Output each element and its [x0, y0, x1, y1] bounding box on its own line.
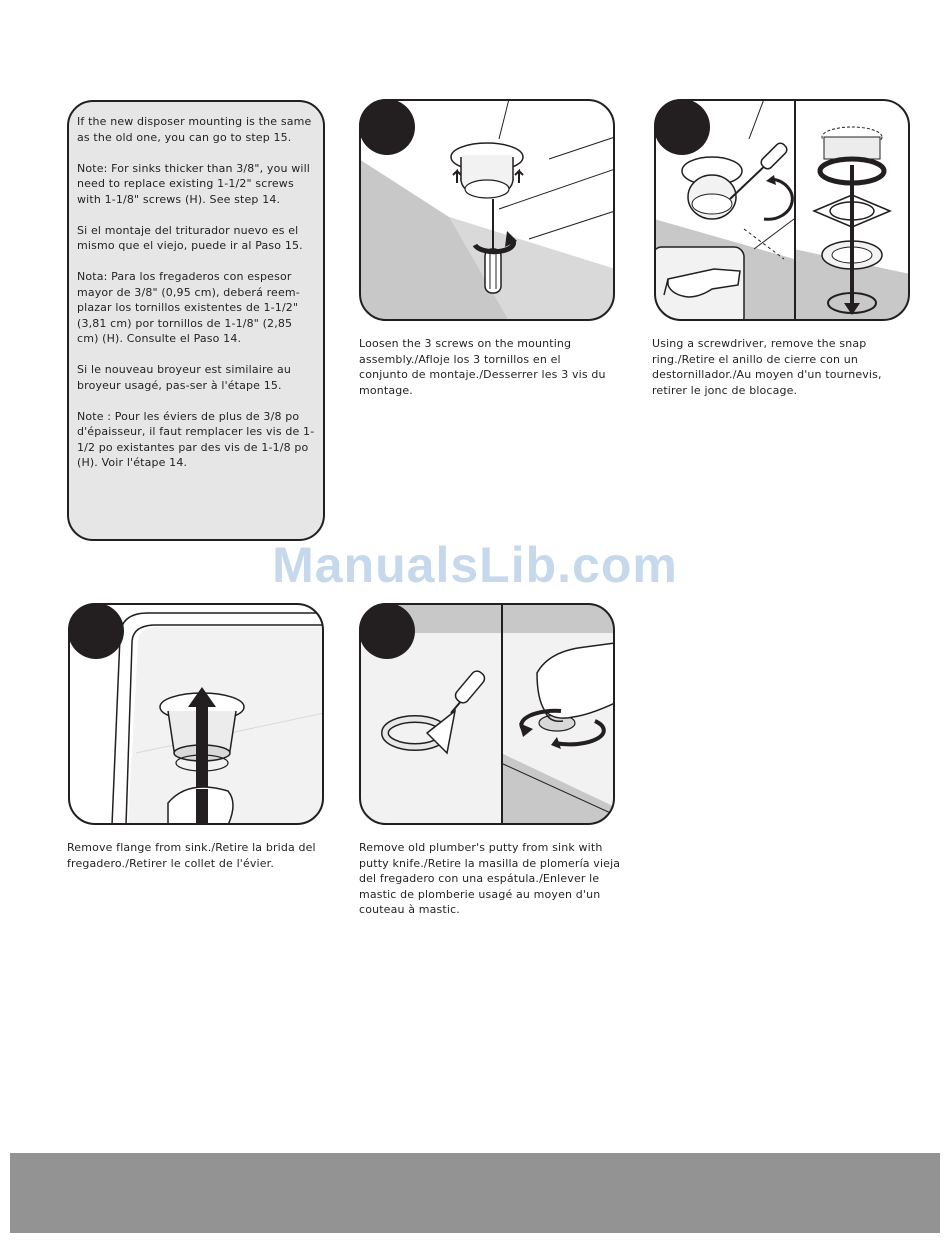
note-paragraph: Note : Pour les éviers de plus de 3/8 po d'épaisseur, il faut remplacer les vis de 1-1/2 po existantes par des vis de 1-1/8 po (H). Voir l'étape 14.: [77, 409, 315, 469]
step-illustration-remove-flange: [68, 603, 324, 825]
step-caption-loosen-screws: Loosen the 3 screws on the mounting assembly./Afloje los 3 tornillos en el conjunto de montaje./Desserrer les 3 vis du montage.: [359, 337, 606, 397]
note-box: [67, 100, 325, 541]
footer-bar: [10, 1153, 940, 1233]
note-paragraph: Note: For sinks thicker than 3/8", you will need to replace existing 1-1/2" screws with 1-1/8" screws (H). See step 14.: [77, 161, 311, 206]
note-paragraph: If the new disposer mounting is the same as the old one, you can go to step 15.: [77, 115, 312, 144]
step-caption-remove-flange: Remove flange from sink./Retire la brida del fregadero./Retirer le collet de l'évier.: [67, 841, 316, 870]
step-caption-remove-snap-ring: Using a screwdriver, remove the snap ring./Retire el anillo de cierre con un destornillador./Au moyen d'un tournevis, retirer le jonc de blocage.: [652, 337, 882, 397]
note-paragraph: Si le nouveau broyeur est similaire au broyeur usagé, pas-ser à l'étape 15.: [77, 363, 291, 392]
step-illustration-loosen-screws: [359, 99, 615, 321]
step-illustration-remove-putty: [359, 603, 615, 825]
step-illustration-remove-snap-ring: [654, 99, 910, 321]
watermark: ManualsLib.com: [272, 537, 678, 593]
note-paragraph: Nota: Para los fregaderos con espesor mayor de 3/8" (0,95 cm), deberá reem-plazar los tornillos existentes de 1-1/2" (3,81 cm) por tornillos de 1-1/8" (2,85 cm) (H). Consulte el Paso 14.: [77, 270, 300, 345]
step-caption-remove-putty: Remove old plumber's putty from sink with putty knife./Retire la masilla de plomería vieja del fregadero con una espátula./Enlever le mastic de plomberie usagé au moyen d'un couteau à mastic.: [359, 841, 621, 916]
note-paragraph: Si el montaje del triturador nuevo es el mismo que el viejo, puede ir al Paso 15.: [77, 223, 303, 252]
